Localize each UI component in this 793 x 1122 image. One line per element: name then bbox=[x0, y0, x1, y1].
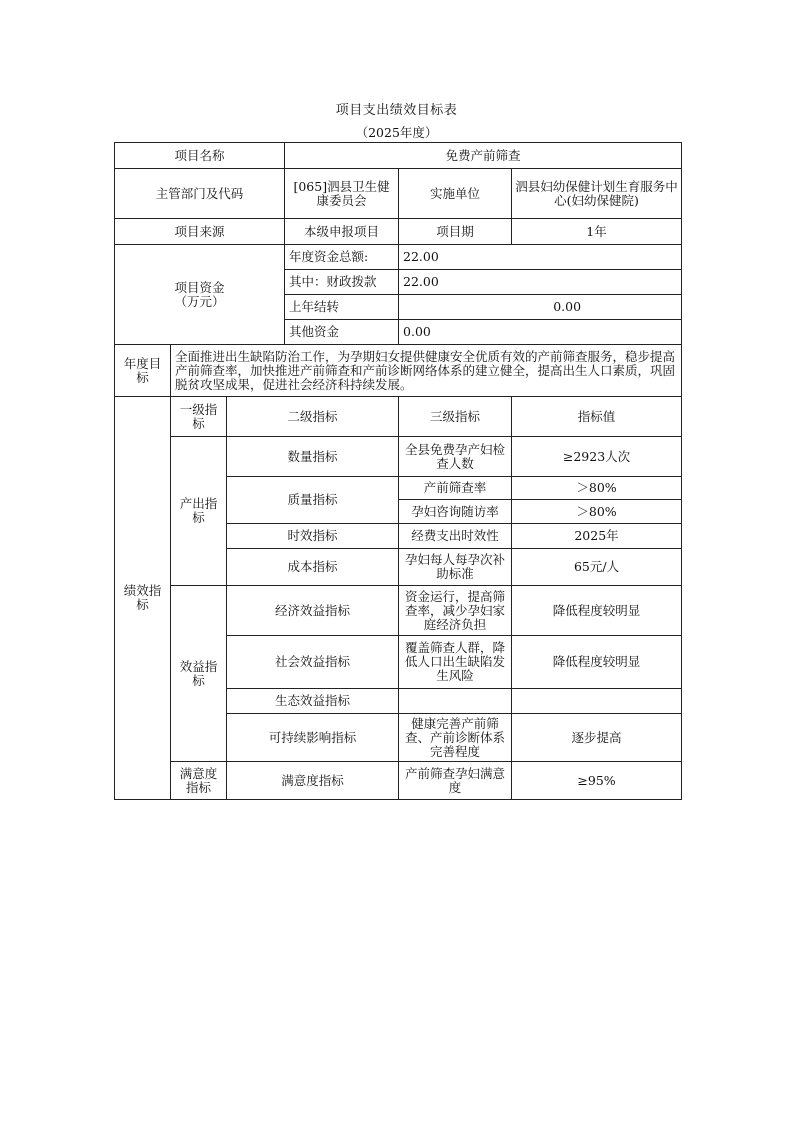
level2-cell: 质量指标 bbox=[227, 477, 399, 524]
level2-cell: 经济效益指标 bbox=[227, 586, 399, 636]
department-label: 主管部门及代码 bbox=[115, 169, 285, 219]
level3-cell: 经费支出时效性 bbox=[399, 524, 512, 549]
level2-cell: 满意度指标 bbox=[227, 762, 399, 800]
indicator-row bbox=[115, 762, 682, 800]
funds-label bbox=[115, 245, 285, 345]
level2-cell: 社会效益指标 bbox=[227, 636, 399, 689]
benefit-indicator-label: 效益指标 bbox=[171, 586, 227, 762]
funds-row-label: 年度资金总额: bbox=[285, 245, 399, 270]
level2-cell: 数量指标 bbox=[227, 437, 399, 477]
project-name-row bbox=[115, 143, 682, 169]
page-subtitle: （2025年度） bbox=[355, 125, 438, 140]
indicator-value: 65元/人 bbox=[512, 549, 682, 586]
indicator-row bbox=[115, 586, 682, 636]
level3-cell: 孕妇咨询随访率 bbox=[399, 500, 512, 524]
department-row bbox=[115, 169, 682, 219]
level2-cell: 生态效益指标 bbox=[227, 689, 399, 714]
level3-cell: 产前筛查率 bbox=[399, 477, 512, 500]
indicator-header-row bbox=[115, 397, 682, 437]
indicator-value: 逐步提高 bbox=[512, 714, 682, 762]
indicator-value: 降低程度较明显 bbox=[512, 636, 682, 689]
indicator-value: ≥2923人次 bbox=[512, 437, 682, 477]
indicator-value: 降低程度较明显 bbox=[512, 586, 682, 636]
implementing-unit-value: 泗县妇幼保健计划生育服务中心(妇幼保健院) bbox=[512, 169, 682, 219]
funds-row-label: 其中：财政拨款 bbox=[285, 270, 399, 295]
level3-cell: 覆盖筛查人群，降低人口出生缺陷发生风险 bbox=[399, 636, 512, 689]
level2-cell: 可持续影响指标 bbox=[227, 714, 399, 762]
header-level1: 一级指标 bbox=[171, 397, 227, 437]
performance-table bbox=[114, 142, 682, 800]
funds-row-value: 22.00 bbox=[399, 270, 682, 295]
indicator-value: 2025年 bbox=[512, 524, 682, 549]
satisfaction-indicator-label: 满意度指标 bbox=[171, 762, 227, 800]
level3-cell: 全县免费孕产妇检查人数 bbox=[399, 437, 512, 477]
level3-cell bbox=[399, 689, 512, 714]
department-value: [065]泗县卫生健康委员会 bbox=[285, 169, 399, 219]
project-source-value: 本级申报项目 bbox=[285, 219, 399, 245]
funds-row bbox=[115, 245, 682, 270]
project-period-value: 1年 bbox=[512, 219, 682, 245]
project-name-value: 免费产前筛查 bbox=[285, 143, 682, 169]
indicator-value: ≥95% bbox=[512, 762, 682, 800]
project-name-label: 项目名称 bbox=[115, 143, 285, 169]
level2-cell: 时效指标 bbox=[227, 524, 399, 549]
level2-cell: 成本指标 bbox=[227, 549, 399, 586]
objective-row bbox=[115, 345, 682, 397]
level3-cell: 产前筛查孕妇满意度 bbox=[399, 762, 512, 800]
project-period-label: 项目期 bbox=[399, 219, 512, 245]
indicator-section-label: 绩效指标 bbox=[115, 397, 171, 800]
header-level2: 二级指标 bbox=[227, 397, 399, 437]
objective-text: 全面推进出生缺陷防治工作，为孕期妇女提供健康安全优质有效的产前筛查服务，稳步提高产前筛查率，加快推进产前筛查和产前诊断网络体系的建立健全，提高出生人口素质，巩固脱贫攻坚成果，促进社会经济科持续发展。 bbox=[171, 345, 682, 397]
objective-label: 年度目标 bbox=[115, 345, 171, 397]
funds-row-value: 22.00 bbox=[399, 245, 682, 270]
level3-cell: 资金运行，提高筛查率，减少孕妇家庭经济负担 bbox=[399, 586, 512, 636]
funds-row-label: 其他资金 bbox=[285, 320, 399, 345]
funds-label-line1: 项目资金 bbox=[174, 279, 225, 295]
level3-cell: 孕妇每人每孕次补助标准 bbox=[399, 549, 512, 586]
header-value: 指标值 bbox=[512, 397, 682, 437]
project-source-label: 项目来源 bbox=[115, 219, 285, 245]
indicator-row bbox=[115, 437, 682, 477]
level3-cell: 健康完善产前筛查、产前诊断体系完善程度 bbox=[399, 714, 512, 762]
indicator-value: ＞80% bbox=[512, 500, 682, 524]
funds-row-label: 上年结转 bbox=[285, 295, 399, 320]
funds-row-value: 0.00 bbox=[399, 320, 682, 345]
funds-row-value: 0.00 bbox=[399, 295, 682, 320]
indicator-value bbox=[512, 689, 682, 714]
indicator-value: ＞80% bbox=[512, 477, 682, 500]
page-title: 项目支出绩效目标表 bbox=[335, 103, 458, 118]
implementing-unit-label: 实施单位 bbox=[399, 169, 512, 219]
project-source-row bbox=[115, 219, 682, 245]
output-indicator-label: 产出指标 bbox=[171, 437, 227, 586]
funds-label-line2: （万元） bbox=[174, 293, 225, 309]
header-level3: 三级指标 bbox=[399, 397, 512, 437]
